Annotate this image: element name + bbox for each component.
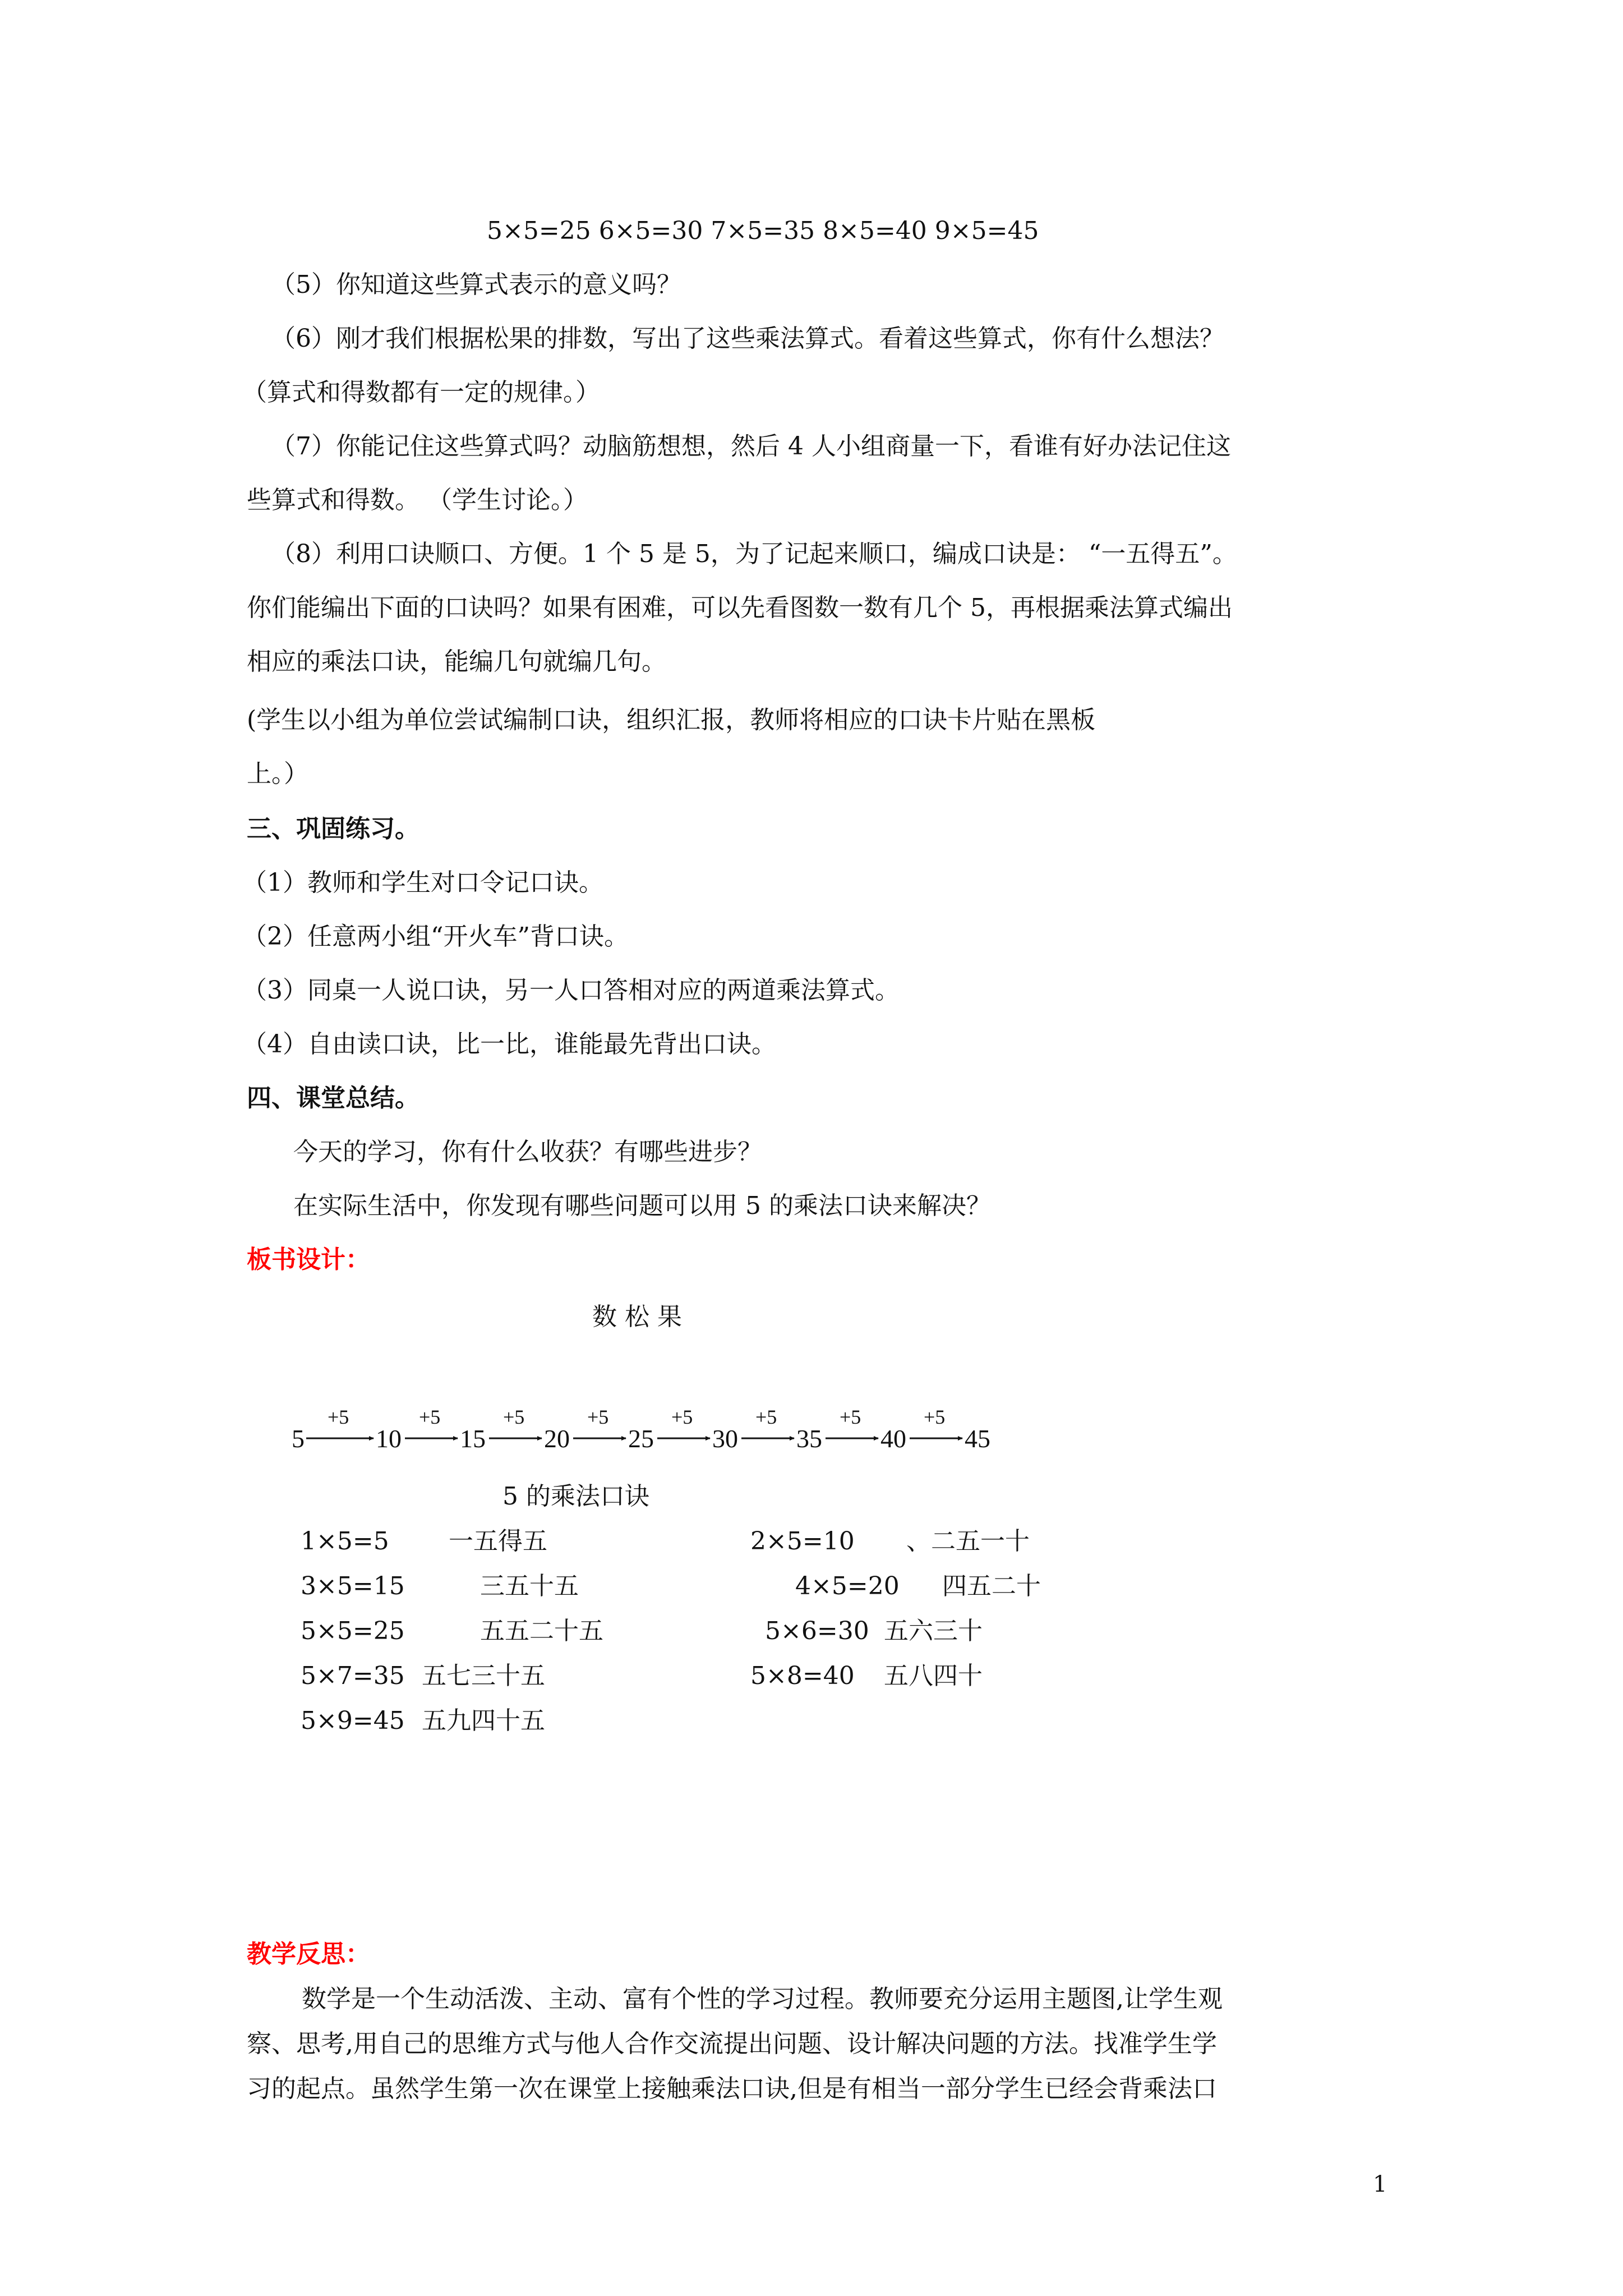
increment-label: +5 xyxy=(924,1406,946,1428)
question-6-line-2: （算式和得数都有一定的规律。） xyxy=(242,378,600,407)
question-7-line-1: （7）你能记住这些算式吗？动脑筋想想，然后 4 人小组商量一下，看谁有好办法记住这 xyxy=(271,432,1231,461)
table-row-rhyme: 四五二十 xyxy=(942,1572,1041,1600)
sequence-number: 5 xyxy=(292,1424,305,1453)
increment-label: +5 xyxy=(587,1406,609,1428)
sequence-number: 35 xyxy=(796,1424,822,1453)
section-3-heading: 三、巩固练习。 xyxy=(247,815,419,843)
increment-label: +5 xyxy=(671,1406,693,1428)
increment-label: +5 xyxy=(840,1406,861,1428)
table-row-equation: 5×6=30 xyxy=(765,1617,869,1645)
table-row-equation: 5×5=25 xyxy=(301,1617,405,1645)
sequence-number: 20 xyxy=(544,1424,570,1453)
reflection-line: 习的起点。虽然学生第一次在课堂上接触乘法口诀,但是有相当一部分学生已经会背乘法口 xyxy=(247,2074,1217,2103)
table-row-rhyme: 五六三十 xyxy=(884,1617,983,1645)
increment-arrow-diagram xyxy=(292,1396,1032,1463)
increment-label: +5 xyxy=(419,1406,441,1428)
table-row-equation: 1×5=5 xyxy=(301,1527,389,1556)
page-number: 1 xyxy=(1373,2171,1387,2197)
table-row-rhyme: 一五得五 xyxy=(449,1527,547,1556)
top-equations: 5×5=25 6×5=30 7×5=35 8×5=40 9×5=45 xyxy=(487,217,1039,245)
question-8-line-1: （8）利用口诀顺口、方便。1 个 5 是 5，为了记起来顺口，编成口诀是： “一五得五”。 xyxy=(271,540,1237,568)
reflection-line: 数学是一个生动活泼、主动、富有个性的学习过程。教师要充分运用主题图,让学生观 xyxy=(302,1985,1223,2013)
table-row-rhyme: 三五十五 xyxy=(480,1572,579,1600)
note-line-1: (学生以小组为单位尝试编制口诀，组织汇报，教师将相应的口诀卡片贴在黑板 xyxy=(247,706,1096,734)
section-4-item: 在实际生活中，你发现有哪些问题可以用 5 的乘法口诀来解决？ xyxy=(293,1191,991,1220)
table-row-equation: 2×5=10 xyxy=(750,1527,855,1556)
sequence-number: 45 xyxy=(965,1424,990,1453)
table-row-rhyme: 五七三十五 xyxy=(422,1662,545,1690)
times-table-title: 5 的乘法口诀 xyxy=(502,1482,649,1511)
table-row-equation: 5×8=40 xyxy=(750,1662,855,1690)
question-8-line-2: 你们能编出下面的口诀吗？如果有困难，可以先看图数一数有几个 5，再根据乘法算式编出 xyxy=(247,593,1233,622)
board-design-heading: 板书设计： xyxy=(247,1245,370,1274)
sequence-number: 10 xyxy=(376,1424,402,1453)
increment-label: +5 xyxy=(755,1406,777,1428)
section-4-item: 今天的学习，你有什么收获？有哪些进步？ xyxy=(293,1138,762,1166)
note-line-2: 上。） xyxy=(247,760,308,788)
section-3-item: （3）同桌一人说口诀，另一人口答相对应的两道乘法算式。 xyxy=(242,976,900,1005)
sequence-number: 15 xyxy=(460,1424,486,1453)
table-row-equation: 5×7=35 xyxy=(301,1662,405,1690)
reflection-heading: 教学反思： xyxy=(247,1940,370,1968)
sequence-number: 40 xyxy=(880,1424,906,1453)
table-row-rhyme: 、二五一十 xyxy=(906,1527,1030,1556)
question-6-line-1: （6）刚才我们根据松果的排数，写出了这些乘法算式。看着这些算式，你有什么想法？ xyxy=(271,324,1224,353)
question-5: （5）你知道这些算式表示的意义吗？ xyxy=(271,270,681,299)
section-3-item: （1）教师和学生对口令记口诀。 xyxy=(242,868,603,897)
sequence-number: 25 xyxy=(628,1424,654,1453)
section-3-item: （2）任意两小组“开火车”背口诀。 xyxy=(242,922,629,951)
table-row-rhyme: 五八四十 xyxy=(884,1662,983,1690)
sequence-number: 30 xyxy=(712,1424,738,1453)
question-8-line-3: 相应的乘法口诀，能编几句就编几句。 xyxy=(247,647,666,676)
reflection-line: 察、思考,用自己的思维方式与他人合作交流提出问题、设计解决问题的方法。找准学生学 xyxy=(247,2030,1217,2058)
board-title: 数 松 果 xyxy=(592,1303,682,1331)
table-row-rhyme: 五五二十五 xyxy=(480,1617,603,1645)
increment-label: +5 xyxy=(503,1406,525,1428)
table-row-rhyme: 五九四十五 xyxy=(422,1706,545,1735)
question-7-line-2: 些算式和得数。 （学生讨论。） xyxy=(247,486,588,514)
increment-label: +5 xyxy=(328,1406,349,1428)
section-4-heading: 四、课堂总结。 xyxy=(247,1084,419,1112)
section-3-item: （4）自由读口诀，比一比，谁能最先背出口诀。 xyxy=(242,1030,776,1059)
table-row-equation: 3×5=15 xyxy=(301,1572,405,1600)
table-row-equation: 5×9=45 xyxy=(301,1706,405,1735)
table-row-equation: 4×5=20 xyxy=(795,1572,900,1600)
